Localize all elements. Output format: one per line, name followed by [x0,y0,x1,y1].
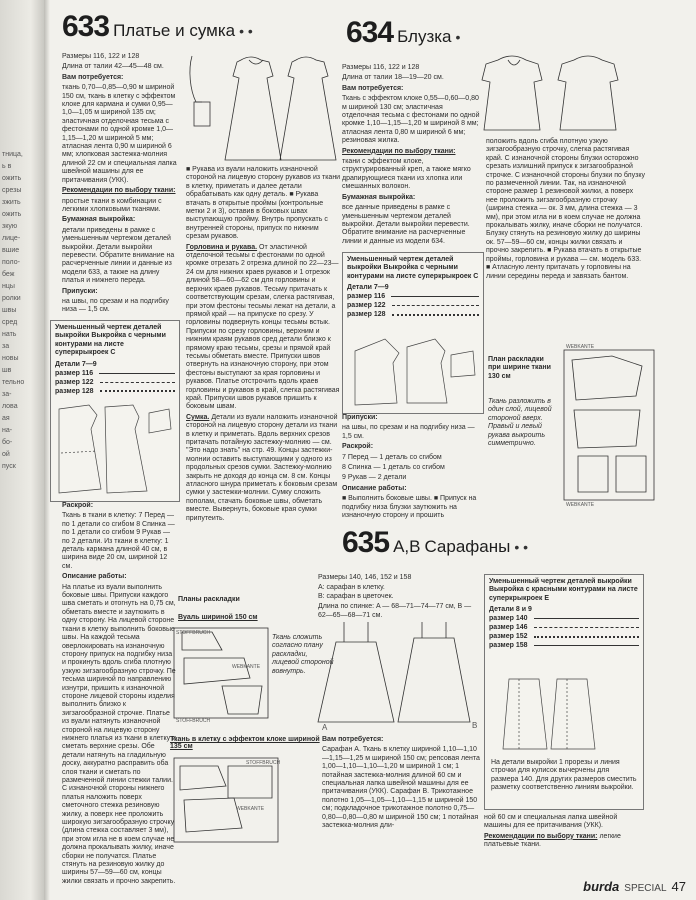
model-633-mid-text [186,166,341,525]
model-634-cut-item: 9 Рукав — 2 детали [342,474,407,482]
model-634-right-text: положить вдоль сгиба плотную узкую зигзагообразную строчку, слегка растягивая край. С изнаночной стороны блузки осторожно срезать излишний припуск к зигзагообразной строчке. С изнаночной стороны блузки по блузку по размеченной линии. Так, на изнаночной стороне размер 1 резиновой жилки, а поверх нее проложить зигзагообразную строчку (ширина стежка — ок. 3 мм, длина стежка — 3 мм), при этом игла ни в коем случае не должна прокалывать жилку, иначе сборки не получатся. Блузку стянуть на резиновую жилку до ширины ок. 57—59—60 см, концы жилки связать и прочно закрепить. ■ Рукава втачать в открытые проймы, горловина и рукава — см. модель 633. ■ Атласную ленту притачать у горловины на линии середины переда и завязать бантом. [486,138,645,280]
model-633-length: Длина от талии 42—45—48 см. [62,63,164,71]
gutter-line: шв [2,367,12,374]
model-634-box-title: Уменьшенный чертеж деталей выкройки Выкройка с черными контурами на листе суперкрыкроек C [347,256,479,280]
model-634-box-details: Детали 7—9 [347,284,389,292]
selvage-label: WEBKANTE [566,502,595,508]
gutter-line: беж [2,271,15,278]
previous-page-strip [0,0,44,900]
size-row: размер 128 [55,387,175,396]
gutter-line: ь в [2,163,12,170]
model-634-title: Блузка [397,27,452,46]
model-635-needs-block [322,736,482,832]
model-633-plan2 [172,756,282,846]
model-634-rating: • [455,29,461,45]
model-633-needs-heading: Вам потребуется: [62,73,124,81]
model-634-needs-heading: Вам потребуется: [342,84,404,92]
model-634-allow-heading: Припуски: [342,414,378,421]
model-635-needs-heading: Вам потребуется: [322,736,384,743]
model-635-title: Сарафаны [424,537,511,556]
model-635-rating: • • [514,539,529,555]
gutter-line: лице- [2,235,21,242]
model-635-rec-heading: Рекомендации по выбору ткани: [484,832,598,840]
model-635-letters: A,B [393,537,421,556]
edition-label: SPECIAL [624,883,667,894]
svg-text:A: A [322,723,328,732]
gutter-line: зжить [2,199,21,206]
gutter-line: бо- [2,439,13,446]
gutter-line: ой [2,451,10,458]
gutter-line: на- [2,427,13,434]
model-633-cut-work [62,502,177,888]
model-633-rec-heading: Рекомендации по выбору ткани: [62,187,176,195]
model-633-work: На платье из вуали выполнить боковые швы. Припуски каждого шва сметать и отогнуть на 0,75 см, обметать вместе и заутюжить в одну сторону. На лицевой стороне ткани в клетку выполнить боковые швы. На каждой тесьма оверлокировать на изнаночную сторону припуск на подгибку низа и прокинуть вдоль сгиба плотную узкую зигзагообразную строчку. Пе тесьма шириной по направлению изнутри, пришить к изнаночной стороне лицевой стороны изделия выполнить близко к зигзагообразной строчке. Платье из вуали натянуть изнаночной стороной на лицевую сторону нижнего платья из ткани в клетку и сметать верхние срезы. Обе детали натянуть на гладильную доску, аккуратно расправить оба слоя ткани и сметать по размеченной линии стежки талии. С изнаночной стороны нижнего платья наложить поверх сметочного стежка резиновую жилку, а поверх нее проложить широкую зигзагообразную строчку (длина стежка составляет 3 мм), при этом игла не в коем случае не должна прокалывать жилку, иначе сборки не получатся. Платье стянуть на резиновую жилку до ширины 57—59—60 см, концы жилки связать и прочно закрепить. [62,583,177,885]
model-635-needs: Сарафан А. Ткань в клетку шириной 1,10—1,10—1,15—1,25 м шириной 150 см; репсовая лента 1,00—1,10—1,10—1,20 м шириной 1 см; 1 потайная застежка-молния длиной 60 см и специальная лапка швейной машины для ее притачивания (УКК). Сарафан В. Трикотажное полотно 1,05—1,05—1,10—1,15 м шириной 150 см; подкладочное трикотажное полотно 0,75—0,80—0,80—0,80 м шириной 150 см; 1 потайная застежка-молния дли- [322,746,480,830]
model-633-cut: Ткань в ткани в клетку: 7 Перед — по 1 детали со сгибом 8 Спинка — по 1 детали со сгибом 9 Рукав — по 2 детали. Из ткани в клетку: 1 деталь кармана длиной 40 см, в ширина виде 20 см, шириной 12 см. [62,512,175,570]
gutter-line: ожить [2,211,22,218]
model-634-pattern-heading: Бумажная выкройка: [342,193,416,201]
selvage-label: WEBKANTE [232,664,261,670]
model-633-pattern-heading: Бумажная выкройка: [62,216,136,224]
model-633-pattern-drawing [57,403,173,498]
size-row: размер 152 [489,632,639,641]
model-634-plan-note: Ткань разложить в один слой, лицевой стороной вверх. Правый и левый рукава выкроить симметрично. [488,398,552,448]
model-633-mid-heading: Горловина и рукава. [186,243,258,251]
model-634-sketch [488,50,648,135]
model-634-pattern-drawing [351,337,477,409]
model-633-box-details: Детали 7—9 [55,360,97,368]
svg-text:B: B [472,721,478,730]
gutter-line: сред [2,319,18,326]
model-633-pattern: детали приведены в рамке с уменьшенным чертежом деталей выкройки. Детали выкройки перевести. Обратите внимание на расчерченные линии и данные из модели 633, а также на длину платья и нижнего переда. [62,226,175,285]
model-633-number: 633 [62,10,110,43]
model-633-title: Платье и сумка [113,21,236,40]
model-635-foot-text [484,814,642,852]
model-633-mid: ■ Рукава из вуали наложить изнаночной стороной на лицевую сторону рукавов из ткани в клетку, приметать и далее детали обрабатывать как одну деталь. ■ Рукава втачать в открытые проймы (контрольные метки 2 и 3), оставив в боковых швах выступающую пройму. Внутрь пропускать с внутренней стороны, припуск по нижним срезам рукавов. [186,166,341,241]
model-633-intro [62,53,180,317]
gutter-line: новы [2,355,19,362]
size-row: размер 128 [347,310,479,319]
gutter-line: ролки [2,295,21,302]
size-row: размер 146 [489,623,639,632]
fold-label: STOFFBRUCH [176,718,211,724]
model-635-heading [342,526,528,560]
model-635-length: Длина по спинке: A — 68—71—74—77 см, B — 62—65—68—71 см. [318,603,472,619]
model-633-mid2: От эластичной отделочной тесьмы с фестонами по одной кромке отрезать 2 отрезка длиной по 22—23—24 см для нижних краев рукавов и 1 отрезок длиной 58—60—62 см для горловины и верхних краев рукавов. Тесьму притачать к соответствующим срезам, слегка растягивая, при этом фестоны тесьмы лежат на детали, а прямой край — на припуске по срезу. У горловины подвернуть концы тесьмы встык. Припуски по срезу горловины, верхним и нижним краям рукавов сред детали близко к прямому краю тесьмы, срезы и прямой край тесьмы обметать вместе. Припуски швов отвернуть на изнаночную сторону, при этом фестоны выступают за края горловины и рукавов. Платье отстрочить вдоль краев горловины и рукавов в край, слегка растягивая край. Припуски швов рукавов пришить к боковым швам. [186,243,340,411]
model-633-plan1 [172,624,272,724]
gutter-line: ая [2,415,10,422]
model-633-pattern-box [50,320,180,502]
model-635-pattern-drawing [505,675,625,755]
model-633-cut-heading: Раскрой: [62,502,94,509]
model-633-plan2-label: Ткань в клетку с эффектом клоке шириной 135 см [170,736,320,750]
model-634-cut-item: 7 Перед — 1 деталь со сгибом [342,453,442,461]
model-634-cut-item: 8 Спинка — 1 деталь со сгибом [342,464,445,472]
model-634-plan-heading: План раскладки при ширине ткани 130 см [488,356,551,380]
gutter-line: зкую [2,223,18,230]
gutter-line: за [2,343,10,350]
model-635-sketch [322,618,482,730]
brand-logo: burda [583,879,620,894]
size-row: размер 158 [489,641,639,650]
gutter-line: пуск [2,463,16,470]
model-633-plan1-note: Ткань сложить согласно плану раскладки, лицевой стороной вовнутрь. [272,634,334,675]
model-635-sizes: Размеры 140, 146, 152 и 158 [318,574,412,581]
model-634-rec: ткани с эффектом клоке, структурированный креп, а также мягко драпирующиеся ткани из хлопка или смешанных волокон. [342,158,471,191]
size-row: размер 116 [55,369,175,378]
size-row: размер 116 [347,292,479,301]
fold-label: STOFFBRUCH [176,630,211,636]
model-634-pattern-box [342,252,484,414]
model-634-work: ■ Выполнить боковые швы. ■ Припуск на подгибку низа блузки заутюжить на изнаночную сторону и прошить [342,495,477,520]
model-634-length: Длина от талии 18—19—20 см. [342,74,444,82]
model-633-rec: простые ткани в комбинации с легкими хлопковыми тканями. [62,197,162,213]
gutter-line: срезы [2,187,22,194]
model-633-heading [62,10,253,44]
model-634-allow: на швы, по срезам и на подгибку низа — 1,5 см. [342,424,475,440]
gutter-line: тница, [2,151,23,158]
model-633-plan1-label: Вуаль шириной 150 см [178,614,258,621]
size-row: размер 122 [347,301,479,310]
model-635-number: 635 [342,526,390,559]
size-row: размер 122 [55,378,175,387]
model-633-allow-heading: Припуски: [62,287,98,295]
selvage-label: WEBKANTE [236,806,265,812]
model-633-sketch [186,50,346,165]
gutter-line: вшие [2,247,20,254]
model-634-number: 634 [346,16,394,49]
gutter-line: ожить [2,175,22,182]
model-634-sizes: Размеры 116, 122 и 128 [342,64,420,71]
size-row: размер 140 [489,614,639,623]
model-634-cut-heading: Раскрой: [342,443,374,451]
model-634-pattern: все данные приведены в рамке с уменьшенным чертежом деталей выкройки. Детали выкройки перевести. Обратите внимание на расчерченные линии и данные из модели 634. [342,204,470,245]
model-633-needs: ткань 0,70—0,85—0,90 м шириной 150 см, ткань в клетку с эффектом клоке для кармана и сумки 0,95—1,0—1,05 м шириной 135 см; эластичная отделочная тесьма с фестонами по одной кромке 1,0—1,15—1,20 м шириной 5 мм; атласная лента 0,90 м шириной 6 мм; хлопковая застежка-молния длиной 22 см и специальная лапка швейной машины для ее притачивания (УКК). [62,84,177,184]
model-633-allow: на швы, по срезам и на подгибку низа — 1,5 см. [62,297,169,314]
gutter-line: нать [2,331,17,338]
model-634-needs: Ткань с эффектом клоке 0,55—0,60—0,80 м шириной 130 см; эластичная отделочная тесьма с фестонами по одной кромке 1,10—1,15—1,20 м шириной 8 мм; атласная лента 0,80 м шириной 6 мм; резиновая жилка. [342,95,480,145]
gutter-line: тельно [2,379,25,386]
gutter-line: за- [2,391,12,398]
model-635-rec: легкие платьевые ткани. [484,832,621,849]
model-633-bag: Детали из вуали наложить изнаночной стороной на лицевую сторону детали из ткани в клетку и приметать. Вдоль верхних срезов притачать потайную застежку-молнию — см. "Это надо знать" на стр. 49. Концы застежки-молнии оставить выступающими у одного из продольных срезов сумки. Застежку-молнию закрыть не доходя до конца см. 8 см. Концы атласного шнура приметать к боковым срезам сумки у застежки-молнии. Сумку сложить пополам, стачать боковые швы, обметать вместе. Вывернуть, боковые края сумки припутеить. [186,413,338,522]
model-635-intro [318,574,478,622]
model-634-rec-heading: Рекомендации по выбору ткани: [342,147,456,155]
gutter-line: лова [2,403,18,410]
gutter-line: нцы [2,283,15,290]
model-633-plan-heading: Планы раскладки [178,596,240,603]
gutter-line: поло- [2,259,20,266]
model-633-work-heading: Описание работы: [62,573,127,581]
fold-label: STOFFBRUCH [246,760,281,766]
model-633-box-title: Уменьшенный чертеж деталей выкройки Выкройка с черными контурами на листе суперкрыкроек C [55,324,166,357]
selvage-label: WEBKANTE [566,344,595,350]
model-634-intro [342,64,482,248]
model-635-box-title: Уменьшенный чертеж деталей выкройки Выкройка с красными контурами на листе суперкрыкроек E [489,578,638,602]
model-634-cut-work [342,414,482,522]
page-footer [583,879,686,894]
model-635-foot: ной 60 см и специальная лапка швейной машины для ее притачивания (УКК). [484,814,618,830]
model-635-variant-a: A: сарафан в клетку. [318,584,385,592]
model-634-heading [346,16,460,50]
model-634-work-heading: Описание работы: [342,484,407,492]
model-635-note: На детали выкройки 1 прорезы и линия строчки для кулисок вычерчены для размера 140. Для других размеров сместить разметку соответственно линиям выкройки. [491,759,637,792]
model-635-box-details: Детали 8 и 9 [489,606,532,614]
model-633-bag-heading: Сумка. [186,413,210,421]
model-633-rating: • • [239,23,253,39]
gutter-line: швы [2,307,17,314]
model-635-variant-b: B: сарафан в цветочек. [318,592,394,600]
page-number: 47 [671,879,686,894]
model-635-pattern-box [484,574,644,810]
model-634-plan [560,346,660,506]
model-633-sizes: Размеры 116, 122 и 128 [62,53,140,60]
